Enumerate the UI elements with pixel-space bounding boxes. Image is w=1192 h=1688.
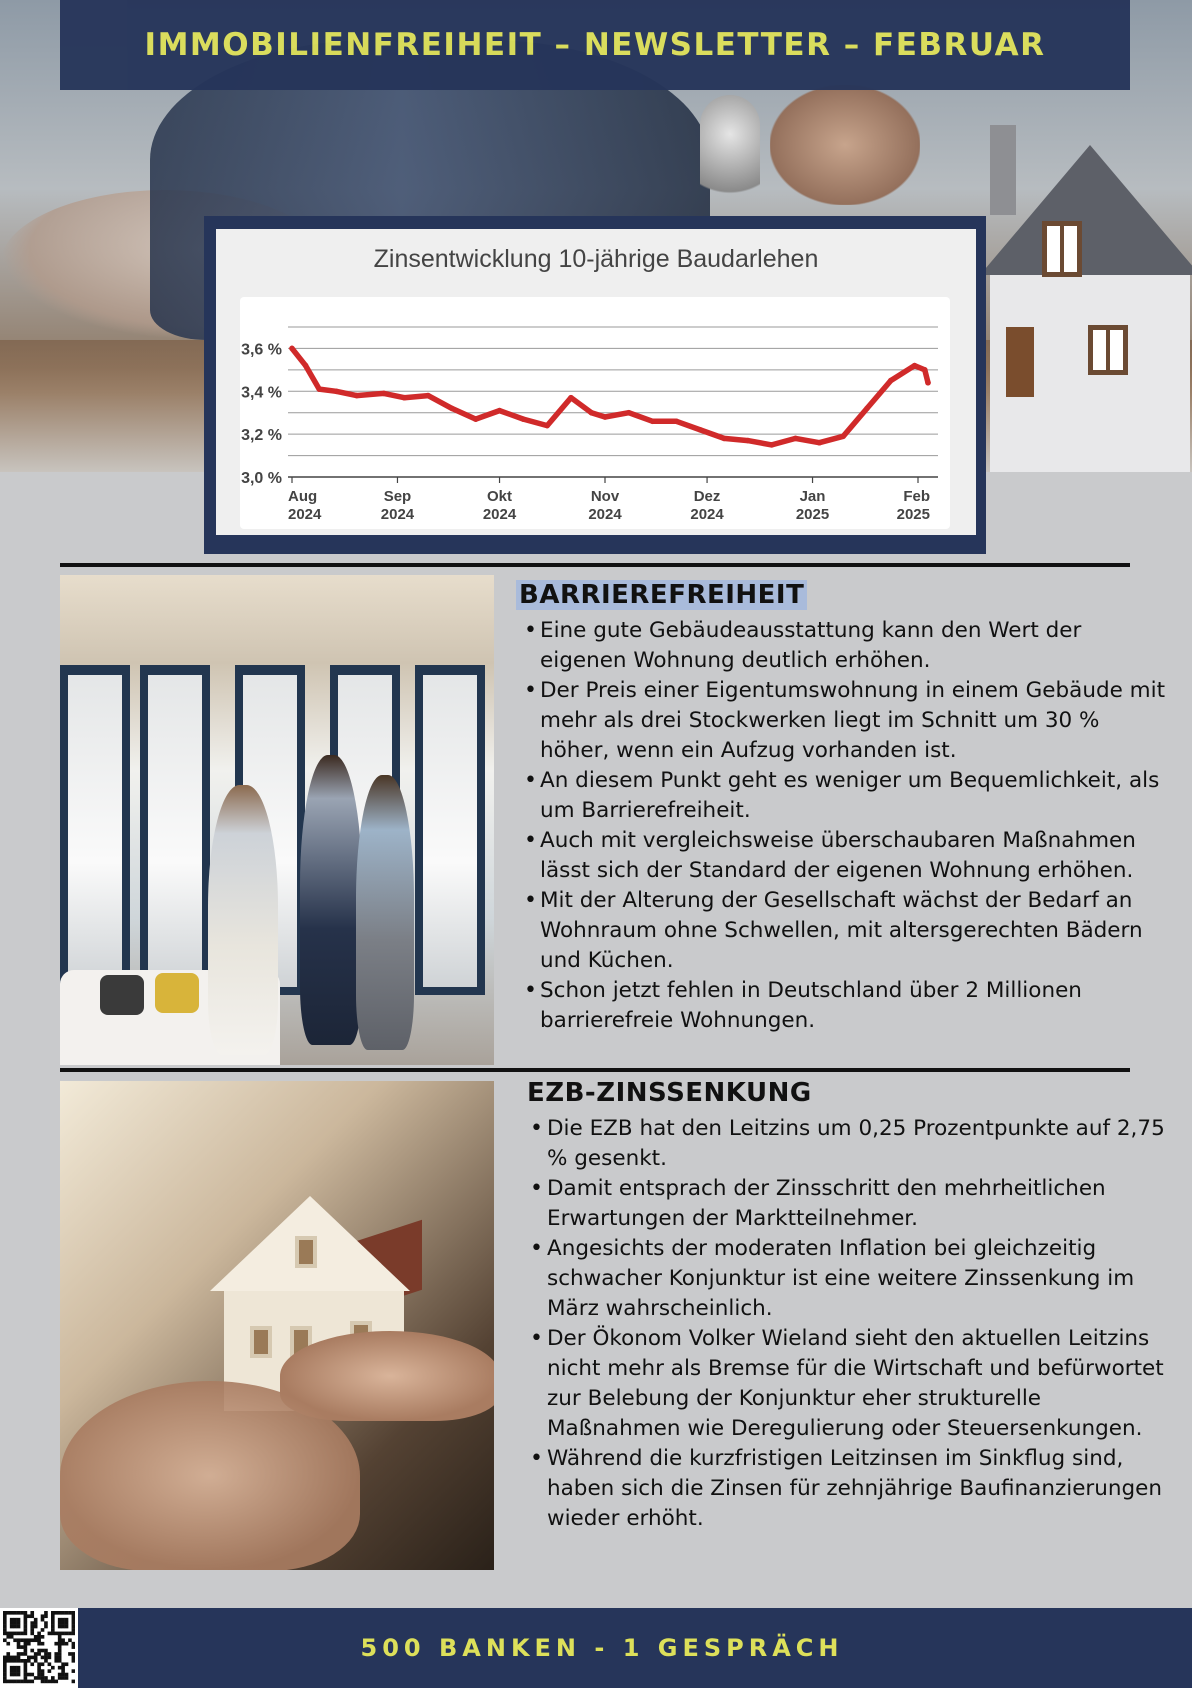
chart-x-tick-label: Jan — [799, 488, 826, 505]
chart-data-point — [793, 436, 799, 442]
ezb-zinssenkung-section — [508, 1078, 1165, 1534]
chart-data-point — [544, 423, 550, 429]
newsletter-header — [60, 0, 1130, 90]
chart-title: Zinsentwicklung 10-jährige Baudarlehen — [373, 245, 819, 273]
chart-data-point — [721, 436, 727, 442]
chart-data-point — [674, 418, 680, 424]
chart-data-point — [497, 408, 503, 414]
ezb-list — [508, 1114, 1165, 1534]
chart-data-point — [401, 395, 407, 401]
chart-x-tick-label: 2025 — [896, 506, 930, 523]
chart-x-tick-label: 2024 — [690, 506, 724, 523]
chart-y-tick-label: 3,4 % — [241, 384, 282, 402]
section-divider — [60, 1068, 1130, 1072]
chart-data-point — [769, 442, 775, 448]
chart-x-tick-label: 2024 — [380, 506, 415, 523]
chart-x-tick-label: 2024 — [482, 506, 517, 523]
chart-data-point — [650, 418, 656, 424]
chart-data-point — [602, 414, 608, 420]
list-item: • Während die kurzfristigen Leitzinsen im Sinkflug sind, haben sich die Zinsen für zehnjährige Baufinanzierungen wieder erhöht. — [538, 1444, 1178, 1534]
newsletter-title: IMMOBILIENFREIHEIT – NEWSLETTER – FEBRUAR — [144, 27, 1046, 63]
chart-data-point — [289, 346, 295, 352]
footer-slogan: 500 BANKEN - 1 GESPRÄCH — [360, 1634, 844, 1662]
chart-data-point — [697, 427, 703, 433]
chart-data-point — [922, 367, 928, 373]
chart-data-point — [745, 438, 751, 444]
chart-y-tick-label: 3,0 % — [241, 470, 282, 487]
chart-data-point — [381, 391, 387, 397]
chart-x-tick-label: Aug — [288, 488, 318, 505]
chart-svg — [216, 229, 976, 535]
barrierefreiheit-section — [508, 580, 1166, 1036]
chart-x-tick-label: 2024 — [288, 506, 322, 523]
chart-data-point — [888, 378, 894, 384]
chart-data-point — [449, 406, 455, 412]
list-item: • Der Ökonom Volker Wieland sieht den aktuellen Leitzins nicht mehr als Bremse für die Wirtschaft und befürwortet zur Belebung der Konjunktur eher strukturelle Maßnahmen wie Deregulierung oder Steuersenkungen. — [538, 1324, 1178, 1444]
list-item: • Mit der Alterung der Gesellschaft wächst der Bedarf an Wohnraum ohne Schwellen, mit altersgerechten Bädern und Küchen. — [532, 886, 1168, 976]
list-item: • Eine gute Gebäudeausstattung kann den Wert der eigenen Wohnung deutlich erhöhen. — [532, 616, 1168, 676]
interest-rate-chart — [216, 229, 976, 535]
chart-x-tick-label: Sep — [383, 488, 412, 505]
list-item: • Schon jetzt fehlen in Deutschland über 2 Millionen barrierefreie Wohnungen. — [532, 976, 1168, 1036]
chart-data-point — [864, 406, 870, 412]
chart-data-point — [333, 388, 339, 394]
section-title-ezb: EZB-ZINSSENKUNG — [527, 1078, 812, 1108]
chart-data-point — [303, 363, 309, 369]
chart-data-point — [473, 416, 479, 422]
chart-data-point — [568, 395, 574, 401]
chart-data-point — [925, 380, 931, 386]
list-item: • An diesem Punkt geht es weniger um Bequemlichkeit, als um Barrierefreiheit. — [532, 766, 1168, 826]
qr-code-graphic — [3, 1611, 75, 1685]
chart-x-tick-label: 2025 — [795, 506, 830, 523]
chart-data-point — [354, 393, 360, 399]
list-item: • Die EZB hat den Leitzins um 0,25 Prozentpunkte auf 2,75 % gesenkt. — [538, 1114, 1178, 1174]
chart-data-point — [589, 410, 595, 416]
chart-x-tick-label: Dez — [693, 488, 721, 505]
chart-data-point — [425, 393, 431, 399]
section-title-barrierefreiheit: BARRIEREFREIHEIT — [516, 580, 807, 610]
chart-y-tick-label: 3,6 % — [241, 341, 282, 359]
qr-code[interactable] — [0, 1608, 78, 1688]
chart-x-tick-label: 2024 — [588, 506, 622, 523]
house-illustration — [980, 125, 1192, 425]
chart-data-point — [912, 363, 918, 369]
chart-y-tick-label: 3,2 % — [241, 427, 282, 445]
list-item: • Auch mit vergleichsweise überschaubaren Maßnahmen lässt sich der Standard der eigenen Wohnung erhöhen. — [532, 826, 1168, 886]
list-item: • Angesichts der moderaten Inflation bei gleichzeitig schwacher Konjunktur ist eine weitere Zinssenkung im März wahrscheinlich. — [538, 1234, 1178, 1324]
chart-data-point — [316, 386, 322, 392]
footer-banner — [0, 1608, 1192, 1688]
list-item: • Damit entsprach der Zinsschritt den mehrheitlichen Erwartungen der Marktteilnehmer. — [538, 1174, 1178, 1234]
barrierefreiheit-list — [508, 616, 1166, 1036]
house-model-hands-photo — [60, 1081, 494, 1570]
chart-data-point — [521, 416, 527, 422]
chart-data-point — [626, 410, 632, 416]
chart-data-point — [817, 440, 823, 446]
section-divider — [60, 563, 1130, 567]
chart-data-point — [840, 433, 846, 439]
chart-x-tick-label: Nov — [590, 488, 620, 505]
list-item: • Der Preis einer Eigentumswohnung in einem Gebäude mit mehr als drei Stockwerken liegt im Schnitt um 30 % höher, wenn ein Aufzug vorhanden ist. — [532, 676, 1168, 766]
apartment-viewing-photo — [60, 575, 494, 1065]
chart-x-tick-label: Feb — [903, 488, 930, 505]
chart-x-tick-label: Okt — [487, 488, 513, 505]
